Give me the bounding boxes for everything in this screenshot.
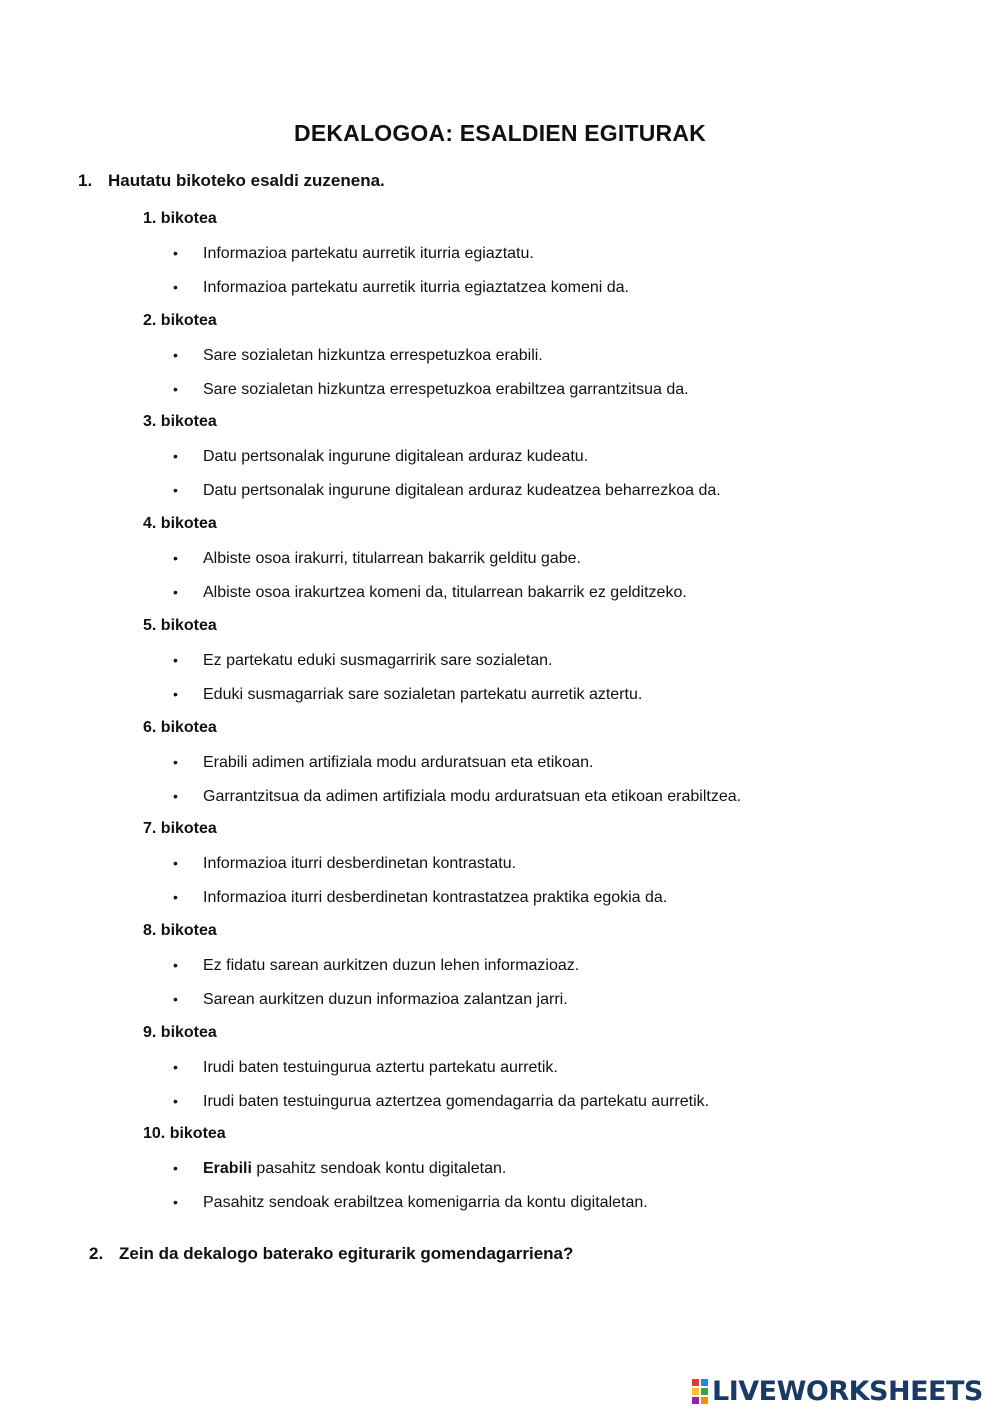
option-text: Pasahitz sendoak erabiltzea komenigarria da kontu digitaletan. <box>203 1194 648 1211</box>
question-2 <box>89 1244 573 1264</box>
option-text: Sare sozialetan hizkuntza errespetuzkoa erabili. <box>203 347 543 364</box>
pair-option[interactable] <box>173 479 721 501</box>
question-2-number: 2. <box>89 1244 104 1263</box>
bullet-icon: • <box>173 245 178 261</box>
pair-option[interactable] <box>173 1157 506 1179</box>
liveworksheets-logo-icon <box>692 1379 708 1403</box>
bullet-icon: • <box>173 686 178 702</box>
question-1 <box>78 171 385 191</box>
option-text: Datu pertsonalak ingurune digitalean arduraz kudeatu. <box>203 448 589 465</box>
bullet-icon: • <box>173 482 178 498</box>
pair-heading: 5. bikotea <box>143 617 217 634</box>
bullet-icon: • <box>173 1194 178 1210</box>
question-1-text: Hautatu bikoteko esaldi zuzenena. <box>108 171 385 190</box>
logo-square <box>701 1388 708 1395</box>
pair-option[interactable] <box>173 1090 709 1112</box>
option-text: Garrantzitsua da adimen artifiziala modu arduratsuan eta etikoan erabiltzea. <box>203 788 742 805</box>
option-text: pasahitz sendoak kontu digitaletan. <box>251 1160 507 1177</box>
option-text: Erabili adimen artifiziala modu arduratsuan eta etikoan. <box>203 754 594 771</box>
option-text: Irudi baten testuingurua aztertzea gomendagarria da partekatu aurretik. <box>203 1093 710 1110</box>
logo-square <box>692 1388 699 1395</box>
option-text: Sare sozialetan hizkuntza errespetuzkoa erabiltzea garrantzitsua da. <box>203 381 689 398</box>
pair-option[interactable] <box>173 852 516 874</box>
option-text: Ez partekatu eduki susmagarririk sare sozialetan. <box>203 652 553 669</box>
bullet-icon: • <box>173 550 178 566</box>
question-1-number: 1. <box>78 171 93 190</box>
pair-heading: 9. bikotea <box>143 1024 217 1041</box>
option-text: Irudi baten testuingurua aztertu partekatu aurretik. <box>203 1059 558 1076</box>
bullet-icon: • <box>173 1059 178 1075</box>
pair-heading: 7. bikotea <box>143 820 217 837</box>
option-text: Informazioa partekatu aurretik iturria egiaztatzea komeni da. <box>203 279 629 296</box>
pair-option[interactable] <box>173 785 741 807</box>
pair-option[interactable] <box>173 649 553 671</box>
pair-option[interactable] <box>173 988 568 1010</box>
bullet-icon: • <box>173 448 178 464</box>
option-text: Informazioa partekatu aurretik iturria egiaztatu. <box>203 245 534 262</box>
bullet-icon: • <box>173 991 178 1007</box>
option-text: Albiste osoa irakurtzea komeni da, titularrean bakarrik ez gelditzeko. <box>203 584 687 601</box>
pair-heading: 6. bikotea <box>143 719 217 736</box>
logo-square <box>701 1397 708 1404</box>
bullet-icon: • <box>173 1160 178 1176</box>
liveworksheets-logo <box>692 1376 983 1406</box>
bullet-icon: • <box>173 889 178 905</box>
pair-option[interactable] <box>173 683 642 705</box>
liveworksheets-wordmark: LIVEWORKSHEETS <box>712 1375 983 1407</box>
pair-heading: 8. bikotea <box>143 922 217 939</box>
option-text: Informazioa iturri desberdinetan kontrastatu. <box>203 855 517 872</box>
pair-heading: 2. bikotea <box>143 312 217 329</box>
option-text: Sarean aurkitzen duzun informazioa zalantzan jarri. <box>203 991 568 1008</box>
bullet-icon: • <box>173 652 178 668</box>
bullet-icon: • <box>173 279 178 295</box>
bullet-icon: • <box>173 347 178 363</box>
pair-option[interactable] <box>173 344 543 366</box>
bullet-icon: • <box>173 855 178 871</box>
option-text: Datu pertsonalak ingurune digitalean arduraz kudeatzea beharrezkoa da. <box>203 482 721 499</box>
page-title: DEKALOGOA: ESALDIEN EGITURAK <box>294 120 706 146</box>
pair-option[interactable] <box>173 547 581 569</box>
logo-square <box>692 1397 699 1404</box>
bullet-icon: • <box>173 754 178 770</box>
pair-option[interactable] <box>173 276 629 298</box>
option-text: Informazioa iturri desberdinetan kontrastatzea praktika egokia da. <box>203 889 668 906</box>
pair-option[interactable] <box>173 581 687 603</box>
bullet-icon: • <box>173 1093 178 1109</box>
logo-square <box>701 1379 708 1386</box>
pair-option[interactable] <box>173 1056 558 1078</box>
pair-heading: 3. bikotea <box>143 413 217 430</box>
option-bold-word: Erabili <box>203 1160 252 1177</box>
bullet-icon: • <box>173 788 178 804</box>
bullet-icon: • <box>173 584 178 600</box>
option-text: Ez fidatu sarean aurkitzen duzun lehen informazioaz. <box>203 957 580 974</box>
logo-square <box>692 1379 699 1386</box>
pair-option[interactable] <box>173 954 579 976</box>
pair-heading: 4. bikotea <box>143 515 217 532</box>
option-text: Eduki susmagarriak sare sozialetan partekatu aurretik aztertu. <box>203 686 643 703</box>
pair-heading: 1. bikotea <box>143 210 217 227</box>
pair-option[interactable] <box>173 886 667 908</box>
question-2-text: Zein da dekalogo baterako egiturarik gomendagarriena? <box>119 1244 574 1263</box>
option-text: Albiste osoa irakurri, titularrean bakarrik gelditu gabe. <box>203 550 581 567</box>
pair-option[interactable] <box>173 445 588 467</box>
pair-option[interactable] <box>173 378 689 400</box>
bullet-icon: • <box>173 381 178 397</box>
bullet-icon: • <box>173 957 178 973</box>
pair-option[interactable] <box>173 751 593 773</box>
pair-option[interactable] <box>173 242 534 264</box>
pair-option[interactable] <box>173 1191 648 1213</box>
pair-heading: 10. bikotea <box>143 1125 226 1142</box>
